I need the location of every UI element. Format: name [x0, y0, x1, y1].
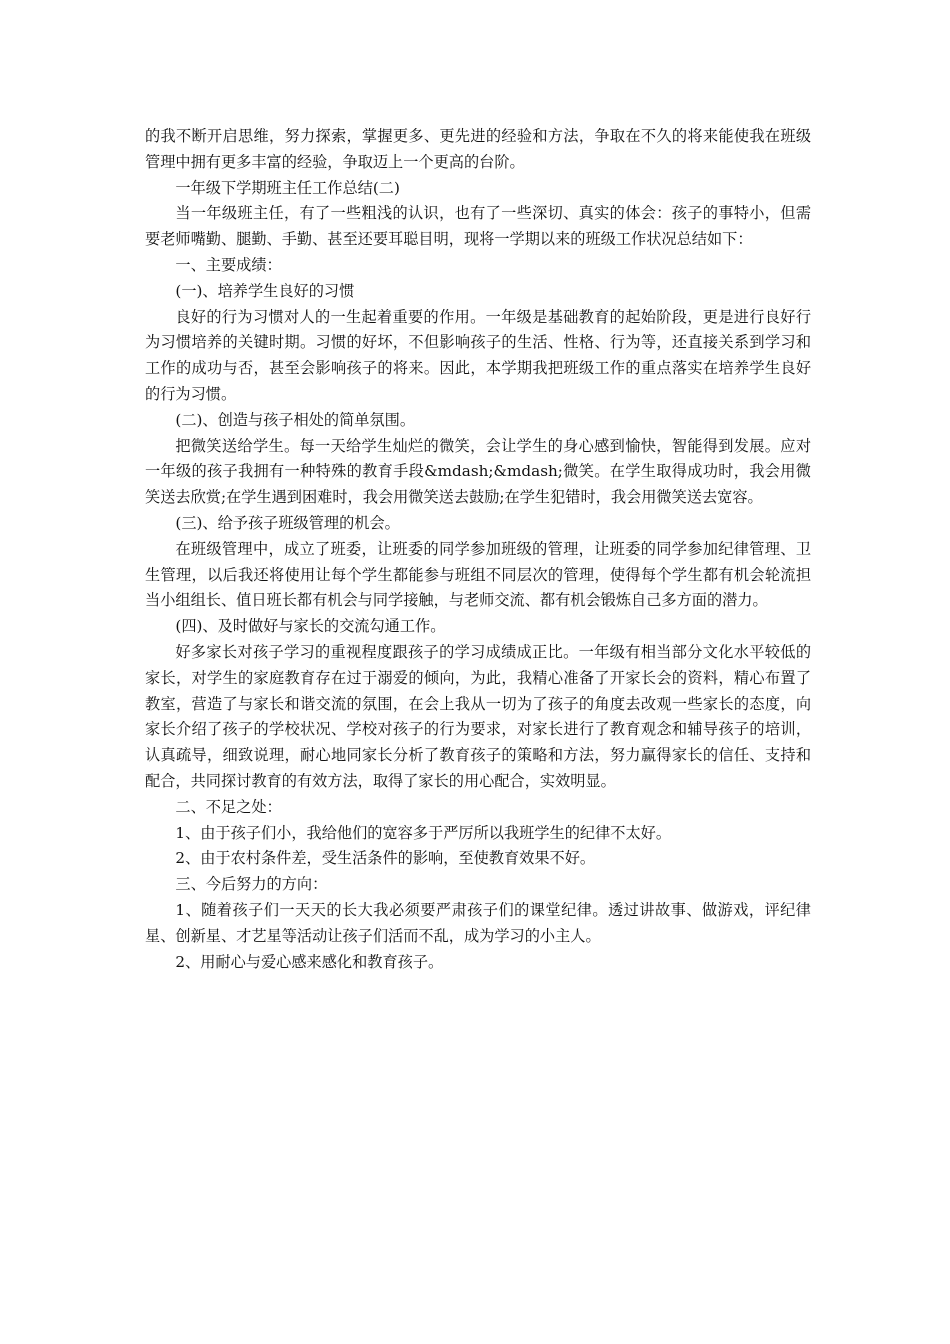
list-item: 1、由于孩子们小，我给他们的宽容多于严厉所以我班学生的纪律不太好。	[175, 823, 672, 842]
subheading: (四)、及时做好与家长的交流勾通工作。	[175, 617, 446, 636]
section-title: 一年级下学期班主任工作总结(二)	[175, 178, 400, 197]
paragraph: 的我不断开启思维，努力探索，掌握更多、更先进的经验和方法，争取在不久的将来能使我在班级管理中拥有更多丰富的经验，争取迈上一个更高的台阶。	[145, 127, 811, 171]
heading-future-direction: 三、今后努力的方向：	[175, 875, 328, 894]
paragraph: 在班级管理中，成立了班委，让班委的同学参加班级的管理，让班委的同学参加纪律管理、卫生管理，以后我还将使用让每个学生都能参与班组不同层次的管理，使得每个学生都有机会轮流担当小组组长、值日班长都有机会与同学接触，与老师交流、都有机会锻炼自己多方面的潜力。	[145, 539, 811, 610]
list-item: 1、随着孩子们一天天的长大我必须要严肃孩子们的课堂纪律。透过讲故事、做游戏，评纪律星、创新星、才艺星等活动让孩子们活而不乱，成为学习的小主人。	[145, 900, 811, 945]
paragraph: 当一年级班主任，有了一些粗浅的认识，也有了一些深切、真实的体会：孩子的事特小，但需要老师嘴勤、腿勤、手勤、甚至还要耳聪目明，现将一学期以来的班级工作状况总结如下：	[145, 204, 811, 249]
heading-achievements: 一、主要成绩：	[175, 255, 282, 274]
paragraph: 把微笑送给学生。每一天给学生灿烂的微笑，会让学生的身心感到愉快，智能得到发展。应对一年级的孩子我拥有一种特殊的教育手段&mdash;&mdash;微笑。在学生取得成功时，我会用微笑送去欣赏;在学生遇到困难时，我会用微笑送去鼓励;在学生犯错时，我会用微笑送去宽容。	[145, 436, 811, 507]
paragraph: 好多家长对孩子学习的重视程度跟孩子的学习成绩成正比。一年级有相当部分文化水平较低的家长，对学生的家庭教育存在过于溺爱的倾向，为此，我精心准备了开家长会的资料，精心布置了教室，营造了与家长和谐交流的氛围，在会上我从一切为了孩子的角度去改观一些家长的态度，向家长介绍了孩子的学校状况、学校对孩子的行为要求，对家长进行了教育观念和辅导孩子的培训，认真疏导，细致说理，耐心地同家长分析了教育孩子的策略和方法，努力赢得家长的信任、支持和配合，共同探讨教育的有效方法，取得了家长的用心配合，实效明显。	[145, 642, 811, 790]
subheading: (二)、创造与孩子相处的简单氛围。	[175, 410, 416, 429]
list-item: 2、用耐心与爱心感来感化和教育孩子。	[175, 952, 444, 971]
subheading: (一)、培养学生良好的习惯	[175, 281, 355, 300]
list-item: 2、由于农村条件差，受生活条件的影响，至使教育效果不好。	[175, 849, 596, 868]
document-body	[145, 124, 811, 975]
heading-shortcomings: 二、不足之处：	[175, 797, 282, 816]
subheading: (三)、给予孩子班级管理的机会。	[175, 513, 400, 532]
paragraph: 良好的行为习惯对人的一生起着重要的作用。一年级是基础教育的起始阶段，更是进行良好行为习惯培养的关键时期。习惯的好坏，不但影响孩子的生活、性格、行为等，还直接关系到学习和工作的成功与否，甚至会影响孩子的将来。因此，本学期我把班级工作的重点落实在培养学生良好的行为习惯。	[145, 307, 811, 403]
